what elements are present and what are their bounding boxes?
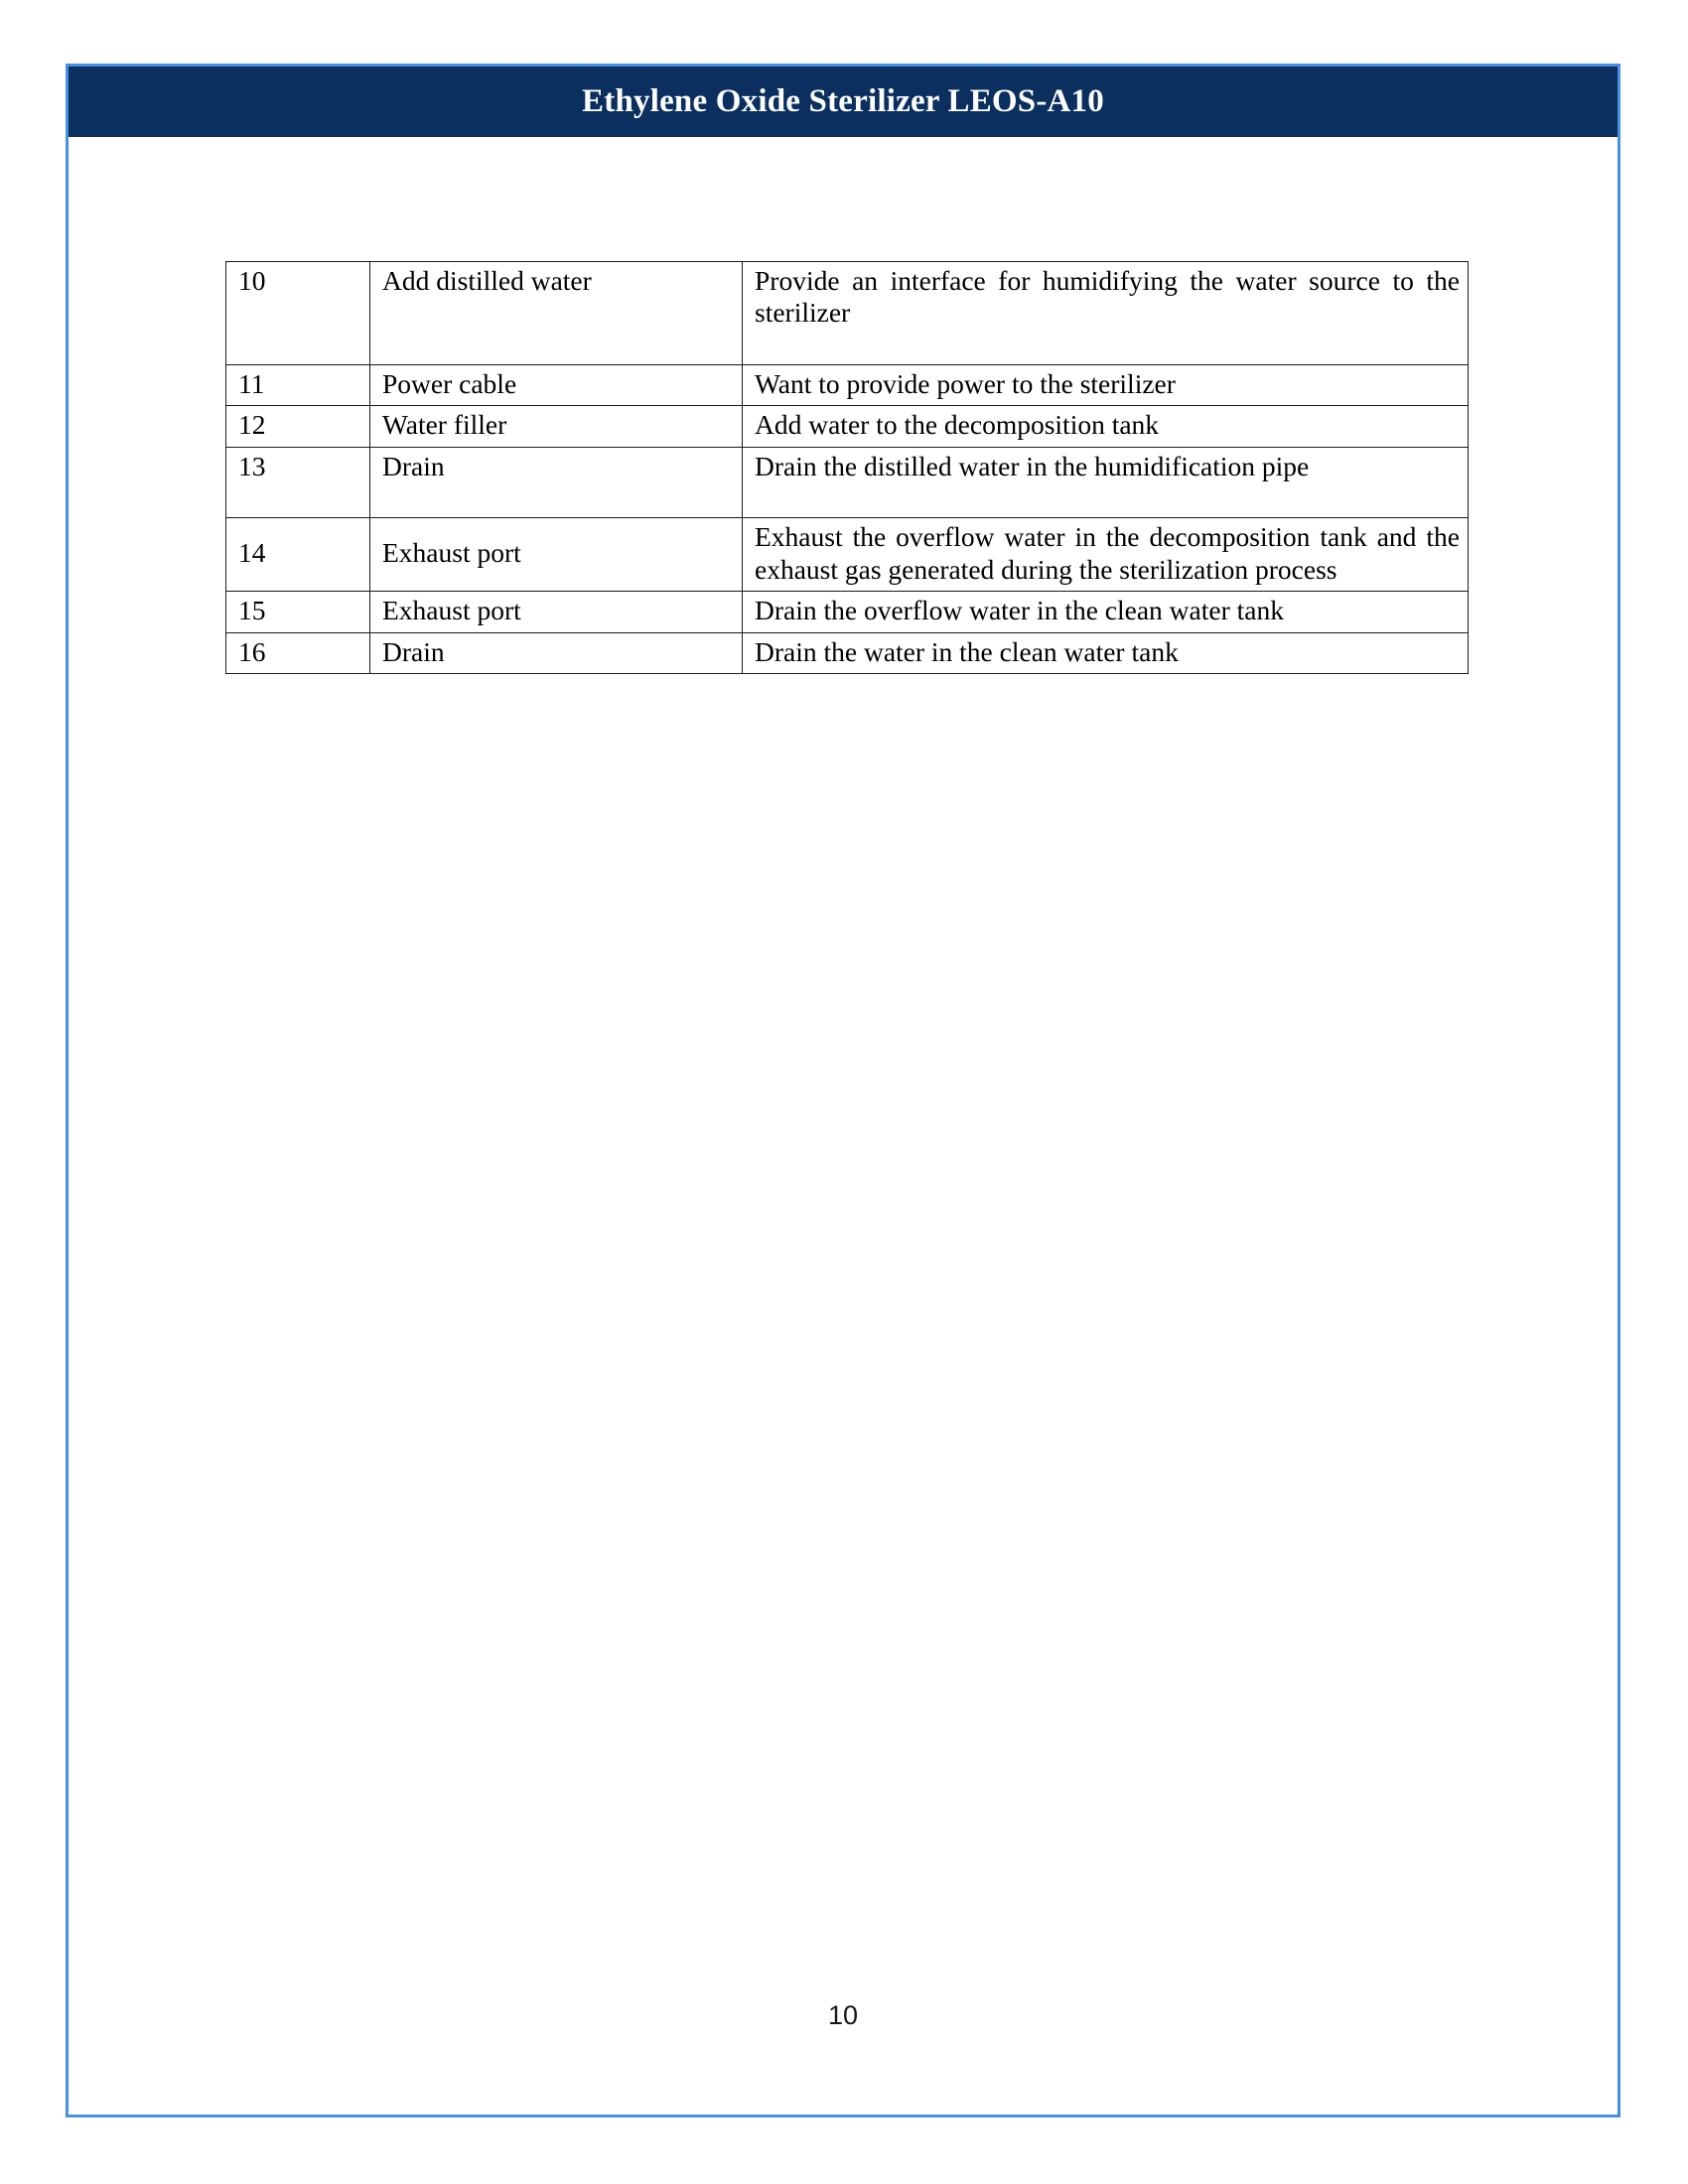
cell-name: Drain [370, 447, 743, 517]
cell-number: 12 [226, 406, 370, 447]
table-row [226, 592, 1469, 632]
table-row [226, 518, 1469, 592]
cell-number: 16 [226, 632, 370, 673]
page-number: 10 [827, 2000, 859, 2030]
cell-description: Add water to the decomposition tank [743, 406, 1469, 447]
page-frame [66, 64, 1620, 2117]
table-row [226, 364, 1469, 405]
table-row [226, 632, 1469, 673]
cell-number: 10 [226, 262, 370, 365]
cell-number: 14 [226, 518, 370, 592]
cell-name: Water filler [370, 406, 743, 447]
cell-description: Drain the overflow water in the clean water tank [743, 592, 1469, 632]
table-row [226, 447, 1469, 517]
component-spec-table [225, 261, 1469, 674]
cell-name: Exhaust port [370, 518, 743, 592]
table-row [226, 406, 1469, 447]
table-row [226, 262, 1469, 365]
cell-description [743, 447, 1469, 517]
row-spacer [755, 330, 1460, 359]
page-title: Ethylene Oxide Sterilizer LEOS-A10 [582, 83, 1104, 119]
spec-table-body [226, 262, 1469, 674]
cell-description-text: Drain the distilled water in the humidification pipe [755, 450, 1310, 481]
cell-description: Exhaust the overflow water in the decomposition tank and the exhaust gas generated during the sterilization process [743, 518, 1469, 592]
page-content [69, 137, 1618, 2117]
cell-number: 15 [226, 592, 370, 632]
cell-name: Power cable [370, 364, 743, 405]
cell-number: 13 [226, 447, 370, 517]
cell-description: Want to provide power to the sterilizer [743, 364, 1469, 405]
cell-name: Exhaust port [370, 592, 743, 632]
cell-description-text: Provide an interface for humidifying the water source to the sterilizer [755, 265, 1460, 329]
cell-description: Drain the water in the clean water tank [743, 632, 1469, 673]
document-header-banner [69, 67, 1618, 137]
cell-name: Drain [370, 632, 743, 673]
cell-name: Add distilled water [370, 262, 743, 365]
cell-number: 11 [226, 364, 370, 405]
row-spacer [755, 482, 1460, 512]
cell-description [743, 262, 1469, 365]
